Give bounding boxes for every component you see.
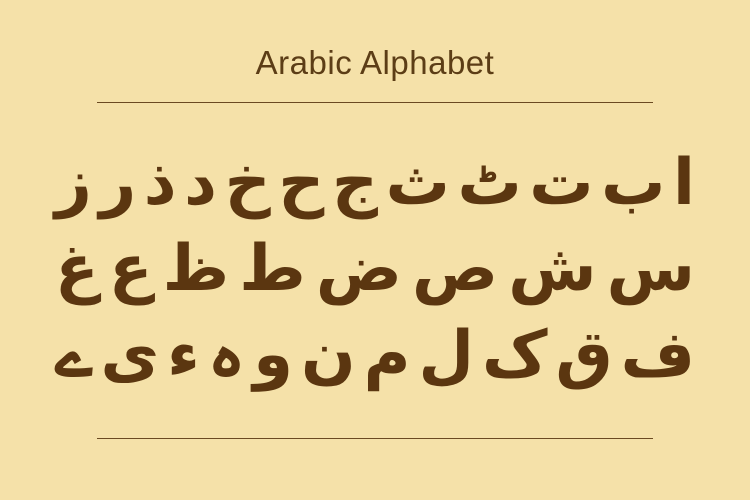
letter: ق: [555, 318, 613, 392]
letter: ی: [100, 318, 160, 392]
alphabet-row-2: [55, 226, 695, 312]
letter: ن: [301, 318, 356, 392]
alphabet-grid: [55, 140, 695, 398]
letter: ح: [278, 146, 325, 220]
letter: س: [606, 232, 695, 306]
top-divider: [97, 102, 653, 103]
letter: ے: [55, 318, 93, 392]
bottom-divider: [97, 438, 653, 439]
letter: د: [184, 146, 218, 220]
letter: ظ: [162, 232, 230, 306]
letter: ع: [108, 232, 153, 306]
letter: ذ: [143, 146, 177, 220]
letter: م: [363, 318, 411, 392]
letter: و: [253, 318, 294, 392]
letter: ض: [315, 232, 402, 306]
letter: ء: [167, 318, 200, 392]
letter: ش: [508, 232, 597, 306]
alphabet-row-3: [55, 312, 695, 398]
letter: غ: [55, 232, 99, 306]
letter: ب: [601, 146, 666, 220]
alphabet-row-1: [55, 140, 695, 226]
letter: ر: [99, 146, 137, 220]
letter: ط: [239, 232, 306, 306]
letter: ت: [529, 146, 594, 220]
letter: ج: [331, 146, 379, 220]
letter: ف: [620, 318, 695, 392]
letter: ہ: [207, 318, 246, 392]
letter: ز: [55, 146, 92, 220]
letter: ا: [673, 146, 695, 220]
page-title: Arabic Alphabet: [255, 44, 495, 81]
letter: خ: [224, 146, 271, 220]
letter: ث: [385, 146, 450, 220]
letter: ک: [481, 318, 548, 392]
letter: ل: [418, 318, 474, 392]
letter: ٹ: [457, 146, 522, 220]
letter: ص: [412, 232, 499, 306]
